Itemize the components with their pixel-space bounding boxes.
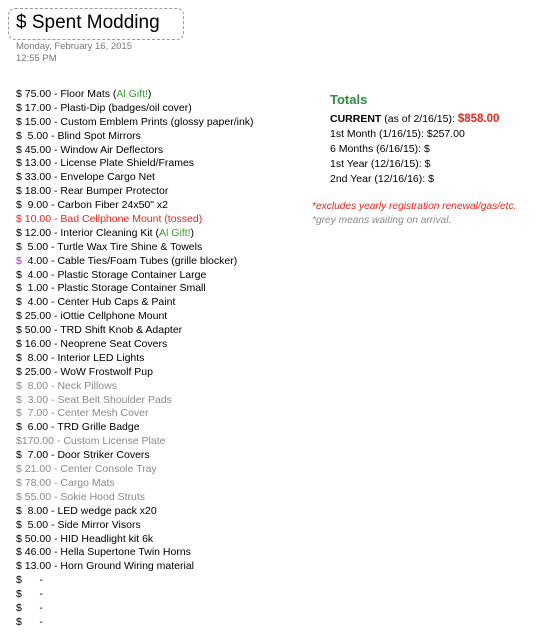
expense-separator: - bbox=[48, 518, 58, 531]
expense-separator: - bbox=[48, 351, 58, 364]
expense-price: $ 1.00 bbox=[16, 282, 49, 295]
expense-name: LED wedge pack x20 bbox=[57, 504, 157, 517]
expense-list bbox=[16, 88, 254, 630]
expense-price: $ 4.00 bbox=[16, 296, 49, 309]
expense-row bbox=[16, 338, 254, 352]
expense-price: $ 78.00 bbox=[16, 476, 52, 489]
expense-separator: - bbox=[51, 324, 61, 337]
current-date: (as of 2/16/15): bbox=[384, 113, 455, 125]
expense-name: Cable Ties/Foam Tubes (grille blocker) bbox=[57, 254, 238, 267]
expense-row bbox=[16, 435, 254, 449]
expense-name: Envelope Cargo Net bbox=[60, 171, 155, 184]
note-grey-meaning: *grey means waiting on arrival. bbox=[312, 215, 452, 226]
expense-name: Custom Emblem Prints (glossy paper/ink) bbox=[60, 115, 254, 128]
expense-separator: - bbox=[48, 268, 58, 281]
expense-row bbox=[16, 255, 254, 269]
expense-separator: - bbox=[51, 560, 61, 573]
expense-name: Neoprene Seat Covers bbox=[60, 338, 168, 351]
expense-separator: - bbox=[51, 185, 61, 198]
expense-price: $ 4.00 bbox=[16, 254, 49, 267]
expense-row bbox=[16, 185, 254, 199]
expense-row bbox=[16, 574, 254, 588]
expense-price: $ 25.00 bbox=[16, 310, 52, 323]
expense-name: Plasti-Dip (badges/oil cover) bbox=[60, 101, 192, 114]
note-time: 12:55 PM bbox=[16, 53, 57, 64]
expense-separator: - bbox=[51, 101, 61, 114]
expense-row bbox=[16, 366, 254, 380]
expense-name: Plastic Storage Container Large bbox=[57, 268, 207, 281]
expense-separator: - bbox=[51, 476, 61, 489]
expense-name: Side Mirror Visors bbox=[57, 518, 141, 531]
expense-name: Interior Cleaning Kit bbox=[60, 226, 153, 239]
expense-row bbox=[16, 102, 254, 116]
expense-price: $ 75.00 bbox=[16, 88, 52, 100]
expense-separator: - bbox=[51, 213, 61, 226]
expense-price: $ 18.00 bbox=[16, 185, 52, 198]
expense-price: $ 45.00 bbox=[16, 143, 52, 156]
expense-separator: - bbox=[48, 449, 58, 462]
expense-name: Center Hub Caps & Paint bbox=[57, 296, 176, 309]
note-excludes: *excludes yearly registration renewal/gas/etc. bbox=[312, 201, 517, 212]
expense-row bbox=[16, 88, 254, 102]
expense-row bbox=[16, 116, 254, 130]
expense-name: Rear Bumper Protector bbox=[60, 185, 169, 198]
expense-separator: - bbox=[51, 490, 61, 503]
expense-price: $ 8.00 bbox=[16, 379, 49, 392]
totals-row-2nd-year: 2nd Year (12/16/16): $ bbox=[330, 173, 434, 185]
expense-row bbox=[16, 227, 254, 241]
expense-separator: - bbox=[48, 240, 58, 253]
expense-row bbox=[16, 407, 254, 421]
expense-price: $ 10.00 bbox=[16, 213, 52, 226]
title-box[interactable] bbox=[8, 8, 184, 40]
current-value: $858.00 bbox=[457, 113, 500, 125]
expense-price: $ 46.00 bbox=[16, 546, 52, 559]
expense-name: Hella Supertone Twin Horns bbox=[60, 546, 191, 559]
gift-note: Al Gift! bbox=[159, 226, 191, 239]
expense-price: $170.00 bbox=[16, 435, 54, 448]
gift-note: Al Gift! bbox=[116, 88, 148, 100]
expense-name: Blind Spot Mirrors bbox=[57, 129, 141, 142]
expense-price: $ 7.00 bbox=[16, 449, 49, 462]
expense-row bbox=[16, 144, 254, 158]
expense-separator: - bbox=[51, 532, 61, 545]
expense-price: $ 5.00 bbox=[16, 518, 49, 531]
expense-row bbox=[16, 324, 254, 338]
expense-price: $ 3.00 bbox=[16, 393, 49, 406]
gift-paren-close: ) bbox=[147, 88, 152, 100]
expense-price: $ 15.00 bbox=[16, 115, 52, 128]
expense-name: Center Console Tray bbox=[60, 463, 157, 476]
expense-separator: - bbox=[51, 338, 61, 351]
expense-separator: - bbox=[48, 282, 58, 295]
expense-row bbox=[16, 282, 254, 296]
expense-name: Center Mesh Cover bbox=[57, 407, 149, 420]
expense-price: $ 7.00 bbox=[16, 407, 49, 420]
expense-name: Door Striker Covers bbox=[57, 449, 150, 462]
expense-name: iOttie Cellphone Mount bbox=[60, 310, 168, 323]
current-label: CURRENT bbox=[330, 113, 382, 125]
expense-separator: - bbox=[51, 115, 61, 128]
expense-price: $ 9.00 bbox=[16, 199, 49, 212]
expense-name: Seat Belt Shoulder Pads bbox=[57, 393, 172, 406]
expense-price: $ - bbox=[16, 615, 43, 628]
expense-row bbox=[16, 616, 254, 630]
expense-name: Carbon Fiber 24x50" x2 bbox=[57, 199, 169, 212]
expense-name: Floor Mats bbox=[60, 88, 110, 100]
expense-price: $ 12.00 bbox=[16, 226, 52, 239]
expense-price: $ 50.00 bbox=[16, 532, 52, 545]
expense-price: $ 21.00 bbox=[16, 463, 52, 476]
expense-name: Neck Pillows bbox=[57, 379, 117, 392]
expense-price: $ 5.00 bbox=[16, 240, 49, 253]
expense-row bbox=[16, 269, 254, 283]
gift-paren-open: ( bbox=[109, 88, 117, 100]
expense-price: $ 8.00 bbox=[16, 504, 49, 517]
expense-price: $ 16.00 bbox=[16, 338, 52, 351]
expense-row bbox=[16, 199, 254, 213]
expense-row bbox=[16, 241, 254, 255]
totals-current-row bbox=[330, 112, 499, 127]
expense-separator: - bbox=[53, 435, 64, 448]
expense-row bbox=[16, 213, 254, 227]
expense-separator: - bbox=[51, 226, 61, 239]
expense-row bbox=[16, 352, 254, 366]
totals-row-6-months: 6 Months (6/16/15): $ bbox=[330, 143, 430, 155]
expense-name: Window Air Deflectors bbox=[60, 143, 164, 156]
expense-name: Plastic Storage Container Small bbox=[57, 282, 206, 295]
expense-price: $ 13.00 bbox=[16, 157, 52, 170]
expense-price: $ 8.00 bbox=[16, 351, 49, 364]
expense-row bbox=[16, 560, 254, 574]
totals-row-1st-year: 1st Year (12/16/15): $ bbox=[330, 158, 431, 170]
expense-price: $ 5.00 bbox=[16, 129, 49, 142]
expense-separator: - bbox=[51, 143, 61, 156]
expense-name: Horn Ground Wiring material bbox=[60, 560, 195, 573]
totals-heading: Totals bbox=[330, 92, 368, 107]
page-title: $ Spent Modding bbox=[16, 12, 160, 33]
expense-price: $ - bbox=[16, 601, 43, 614]
totals-panel bbox=[330, 92, 499, 187]
expense-price: $ - bbox=[16, 574, 43, 587]
expense-row bbox=[16, 519, 254, 533]
expense-price: $ - bbox=[16, 588, 43, 601]
expense-name: WoW Frostwolf Pup bbox=[60, 365, 153, 378]
expense-separator: - bbox=[48, 254, 58, 267]
expense-row bbox=[16, 602, 254, 616]
expense-name: Interior LED Lights bbox=[57, 351, 145, 364]
expense-price: $ 13.00 bbox=[16, 560, 52, 573]
expense-row bbox=[16, 171, 254, 185]
expense-price: $ 33.00 bbox=[16, 171, 52, 184]
expense-separator: - bbox=[51, 310, 61, 323]
expense-name: HID Headlight kit 6k bbox=[60, 532, 154, 545]
expense-name: Cargo Mats bbox=[60, 476, 115, 489]
expense-name: Sokie Hood Struts bbox=[60, 490, 146, 503]
expense-separator: - bbox=[51, 88, 61, 100]
expense-separator: - bbox=[51, 365, 61, 378]
totals-row-1st-month: 1st Month (1/16/15): $257.00 bbox=[330, 128, 465, 140]
expense-separator: - bbox=[51, 171, 61, 184]
expense-row bbox=[16, 310, 254, 324]
expense-price: $ 55.00 bbox=[16, 490, 52, 503]
expense-name: TRD Grille Badge bbox=[57, 421, 140, 434]
gift-paren-open: ( bbox=[152, 226, 160, 239]
expense-row bbox=[16, 546, 254, 560]
expense-separator: - bbox=[48, 407, 58, 420]
expense-separator: - bbox=[48, 379, 58, 392]
expense-row bbox=[16, 505, 254, 519]
expense-row bbox=[16, 421, 254, 435]
expense-separator: - bbox=[48, 129, 58, 142]
expense-row bbox=[16, 588, 254, 602]
expense-row bbox=[16, 394, 254, 408]
expense-price: $ 17.00 bbox=[16, 101, 52, 114]
expense-separator: - bbox=[48, 199, 58, 212]
expense-row bbox=[16, 491, 254, 505]
expense-row bbox=[16, 477, 254, 491]
expense-row bbox=[16, 380, 254, 394]
expense-row bbox=[16, 533, 254, 547]
expense-separator: - bbox=[48, 504, 58, 517]
expense-separator: - bbox=[48, 421, 58, 434]
gift-paren-close: ) bbox=[190, 226, 195, 239]
expense-name: License Plate Shield/Frames bbox=[60, 157, 195, 170]
expense-separator: - bbox=[51, 157, 61, 170]
expense-name: TRD Shift Knob & Adapter bbox=[60, 324, 183, 337]
expense-price: $ 25.00 bbox=[16, 365, 52, 378]
expense-row bbox=[16, 157, 254, 171]
expense-price: $ 50.00 bbox=[16, 324, 52, 337]
expense-row bbox=[16, 296, 254, 310]
expense-name: Turtle Wax Tire Shine & Towels bbox=[57, 240, 203, 253]
expense-row bbox=[16, 449, 254, 463]
note-date: Monday, February 16, 2015 bbox=[16, 41, 133, 52]
expense-separator: - bbox=[51, 546, 61, 559]
expense-separator: - bbox=[48, 393, 58, 406]
expense-row bbox=[16, 130, 254, 144]
expense-name: Custom License Plate bbox=[63, 435, 166, 448]
expense-separator: - bbox=[48, 296, 58, 309]
expense-price: $ 6.00 bbox=[16, 421, 49, 434]
expense-row bbox=[16, 463, 254, 477]
expense-price: $ 4.00 bbox=[16, 268, 49, 281]
expense-separator: - bbox=[51, 463, 61, 476]
expense-name: Bad Cellphone Mount (tossed) bbox=[60, 213, 203, 226]
